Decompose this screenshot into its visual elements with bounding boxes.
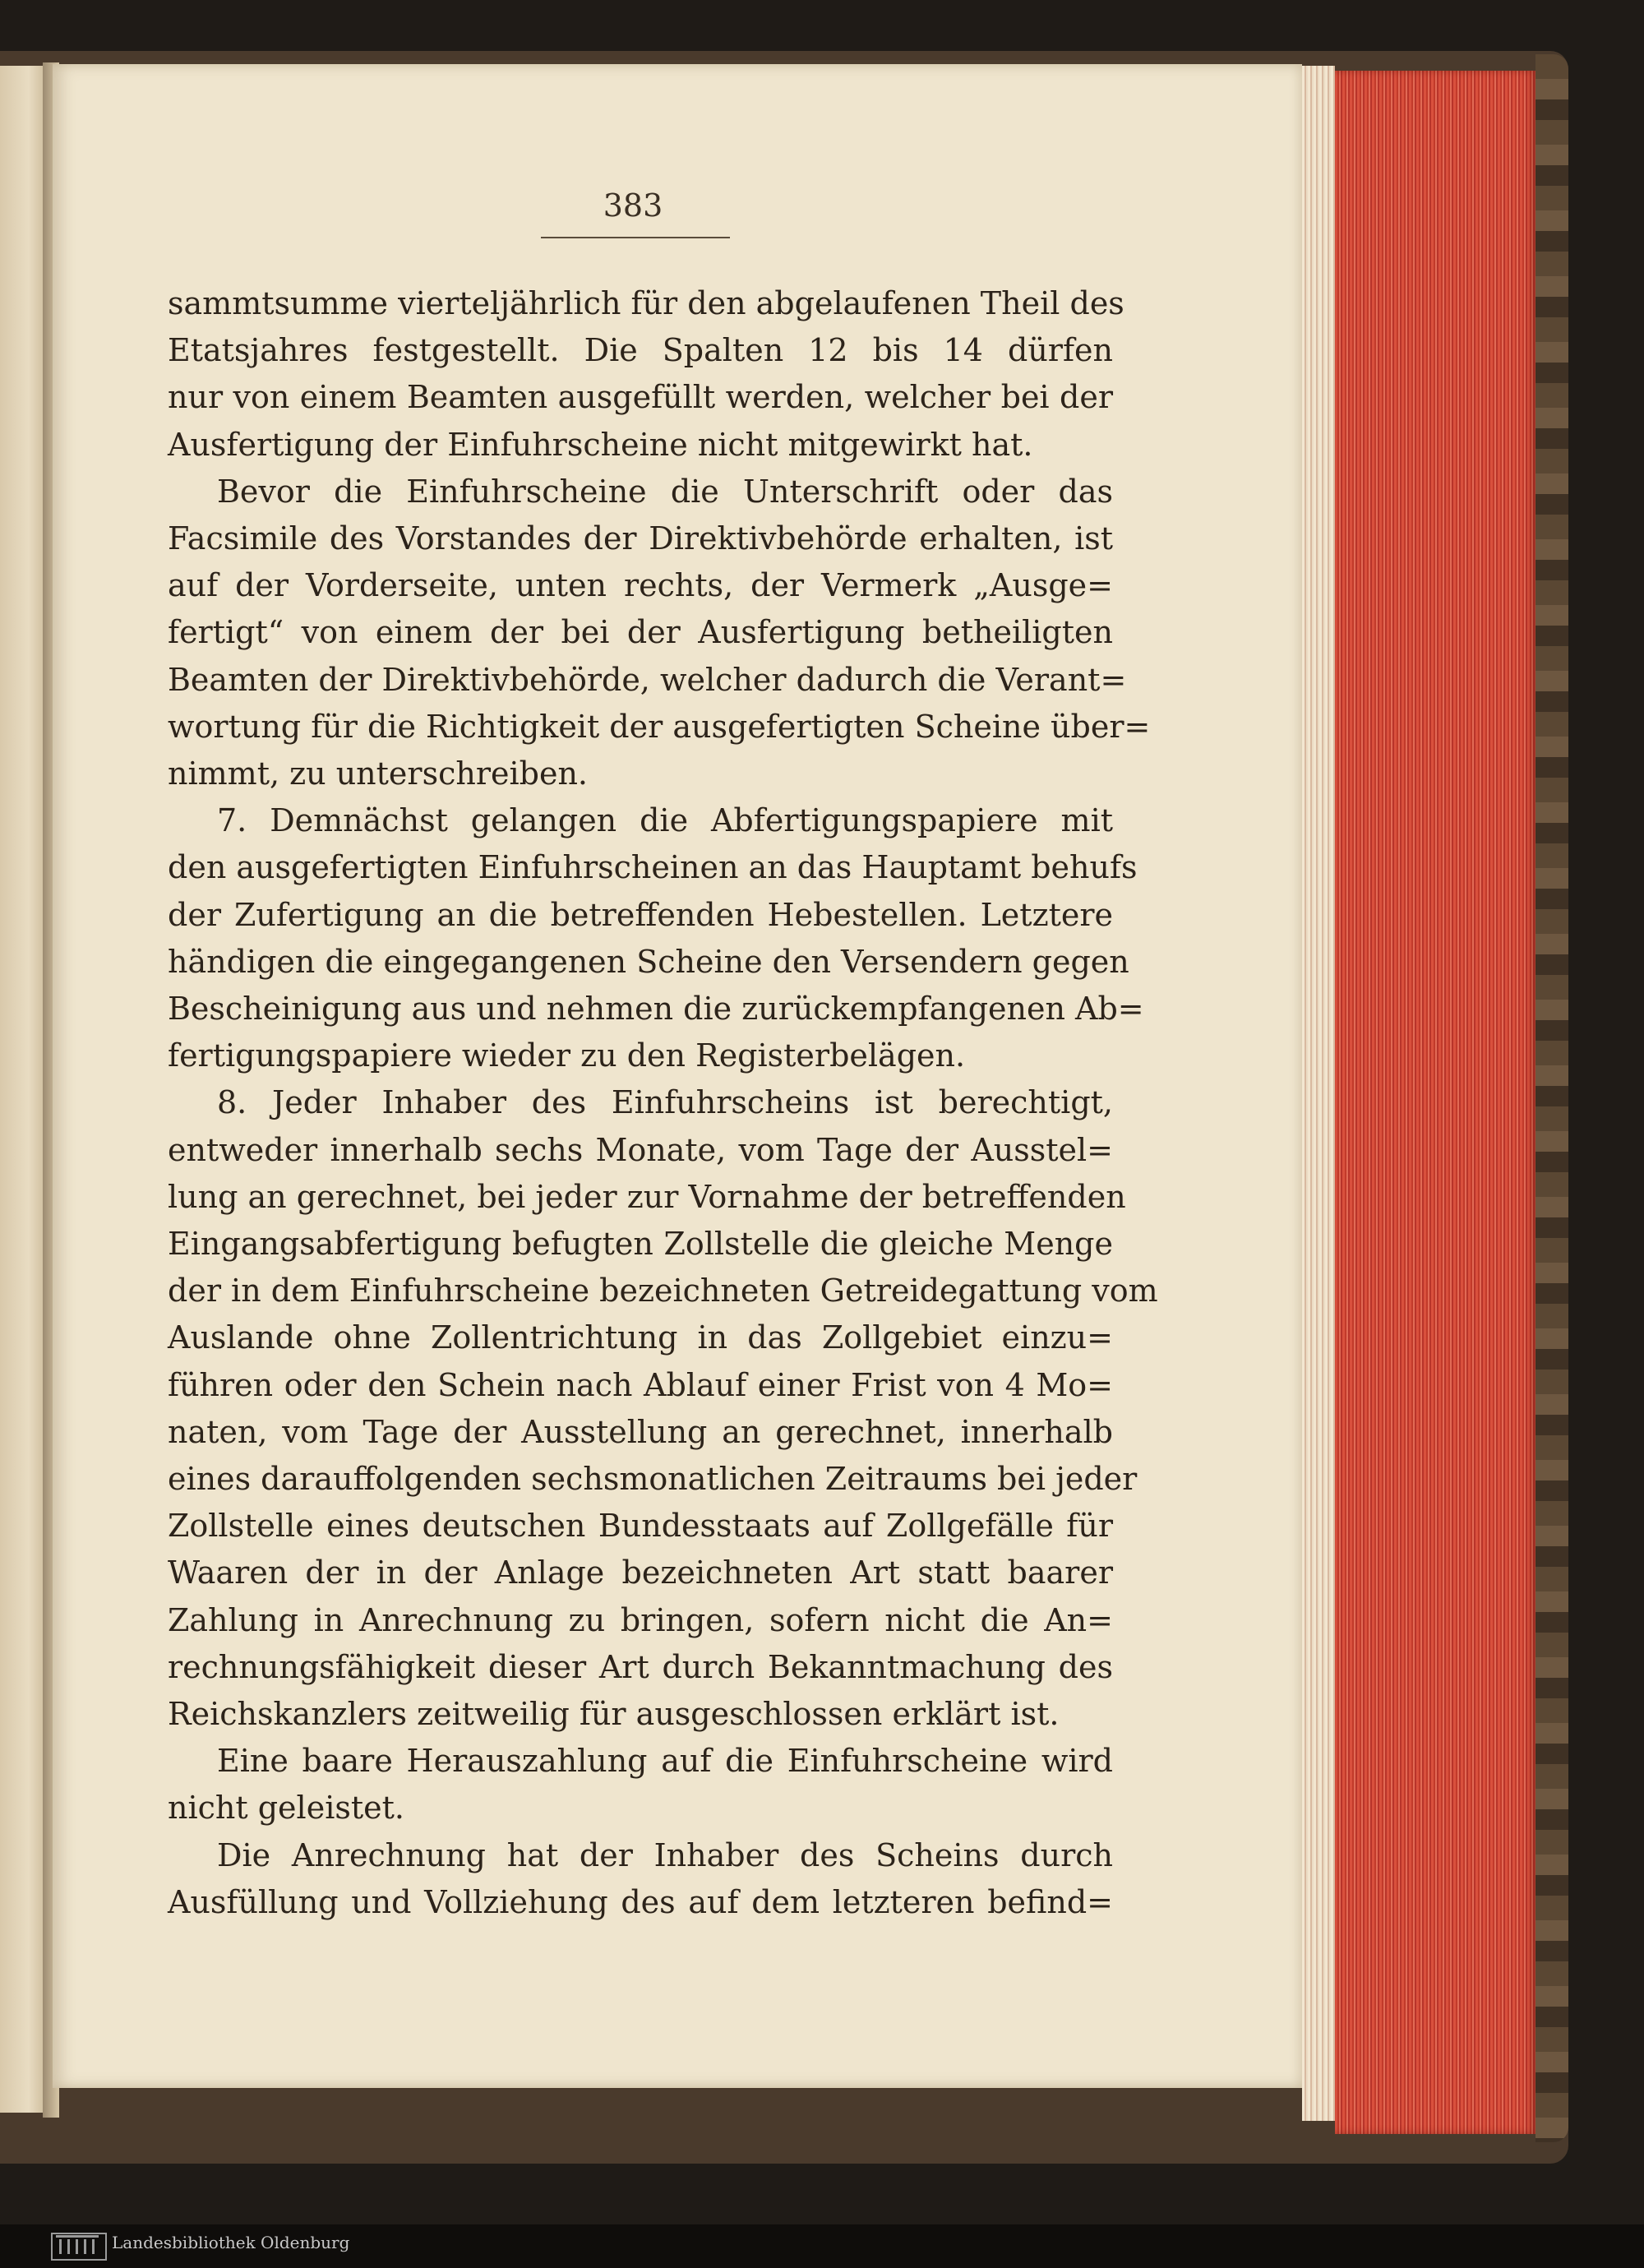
text-line: Beamten der Direktivbehörde, welcher dadurch die Verant= (168, 661, 1127, 698)
page-number-rule (541, 237, 730, 238)
text-line: Facsimile des Vorstandes der Direktivbehörde erhalten, ist (168, 520, 1113, 557)
library-building-icon (51, 2233, 107, 2261)
text-line: den ausgefertigten Einfuhrscheinen an das Hauptamt behufs (168, 849, 1138, 886)
cover-board (1535, 54, 1568, 2142)
text-line: der Zufertigung an die betreffenden Hebestellen. Letztere (168, 896, 1113, 933)
text-line: Eingangsabfertigung befugten Zollstelle die gleiche Menge (168, 1226, 1113, 1262)
text-line: 7. Demnächst gelangen die Abfertigungspapiere mit (217, 802, 1113, 839)
text-line: eines darauffolgenden sechsmonatlichen Zeitraums bei jeder (168, 1461, 1138, 1497)
text-line: 8. Jeder Inhaber des Einfuhrscheins ist berechtigt, (217, 1084, 1113, 1121)
text-line: Eine baare Herauszahlung auf die Einfuhrscheine wird (217, 1743, 1113, 1780)
text-line: Bevor die Einfuhrscheine die Unterschrift oder das (217, 473, 1113, 510)
text-line: der in dem Einfuhrscheine bezeichneten Getreidegattung vom (168, 1273, 1158, 1310)
text-line: Zahlung in Anrechnung zu bringen, sofern nicht die An= (168, 1601, 1113, 1638)
text-line: entweder innerhalb sechs Monate, vom Tage der Ausstel= (168, 1131, 1113, 1168)
text-line: fertigungspapiere wieder zu den Registerbelägen. (168, 1037, 966, 1074)
text-line: naten, vom Tage der Ausstellung an gerechnet, innerhalb (168, 1413, 1113, 1450)
text-line: händigen die eingegangenen Scheine den Versendern gegen (168, 943, 1129, 980)
text-line: nimmt, zu unterschreiben. (168, 755, 588, 792)
text-line: Etatsjahres festgestellt. Die Spalten 12 bis 14 dürfen (168, 332, 1113, 369)
library-name: Landesbibliothek Oldenburg (112, 2233, 350, 2252)
facing-page-edge (0, 66, 48, 2113)
text-line: Reichskanzlers zeitweilig für ausgeschlossen erklärt ist. (168, 1696, 1060, 1732)
text-line: Ausfüllung und Vollziehung des auf dem letzteren befind= (168, 1883, 1113, 1920)
text-line: auf der Vorderseite, unten rechts, der Vermerk „Ausge= (168, 567, 1113, 604)
text-line: Die Anrechnung hat der Inhaber des Scheins durch (217, 1836, 1113, 1873)
text-line: nicht geleistet. (168, 1790, 404, 1827)
text-line: lung an gerechnet, bei jeder zur Vornahme der betreffenden (168, 1178, 1126, 1215)
text-line: sammtsumme vierteljährlich für den abgelaufenen Theil des (168, 285, 1124, 321)
text-line: nur von einem Beamten ausgefüllt werden, welcher bei der (168, 379, 1113, 416)
text-line: rechnungsfähigkeit dieser Art durch Bekanntmachung des (168, 1648, 1113, 1685)
text-line: führen oder den Schein nach Ablauf einer Frist von 4 Mo= (168, 1366, 1113, 1403)
text-line: fertigt“ von einem der bei der Ausfertigung betheiligten (168, 614, 1113, 651)
text-line: Zollstelle eines deutschen Bundesstaats auf Zollgefälle für (168, 1508, 1113, 1545)
page-number: 383 (603, 187, 663, 224)
text-line: Waaren der in der Anlage bezeichneten Art statt baarer (168, 1554, 1113, 1591)
text-line: wortung für die Richtigkeit der ausgefertigten Scheine über= (168, 708, 1151, 745)
text-line: Auslande ohne Zollentrichtung in das Zollgebiet einzu= (168, 1319, 1113, 1356)
text-line: Ausfertigung der Einfuhrscheine nicht mitgewirkt hat. (168, 426, 1033, 463)
page-stack-edge (1302, 66, 1335, 2121)
red-page-edges (1335, 71, 1537, 2134)
text-line: Bescheinigung aus und nehmen die zurückempfangenen Ab= (168, 991, 1144, 1027)
